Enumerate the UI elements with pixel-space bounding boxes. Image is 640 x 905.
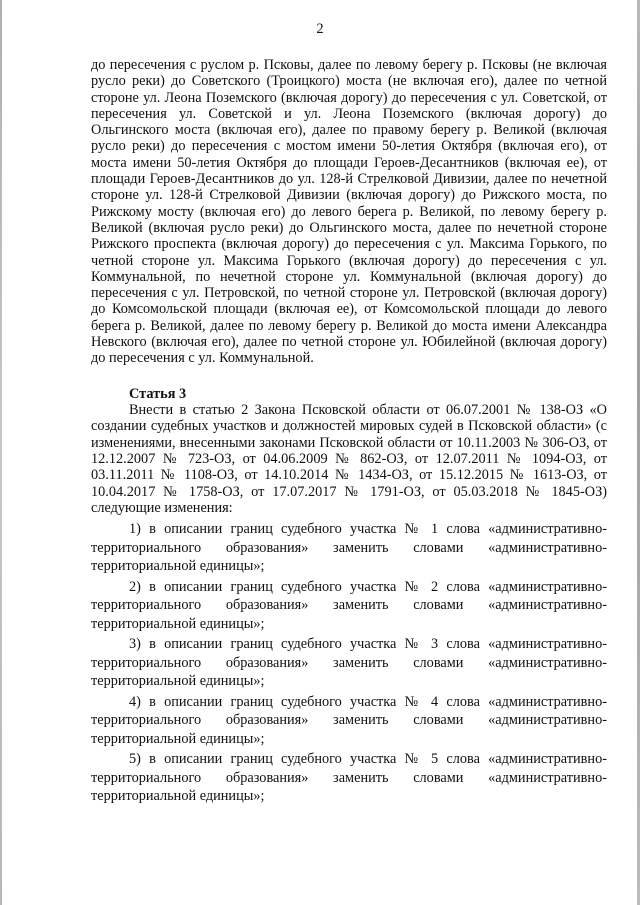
- section-spacer: [91, 367, 607, 386]
- boundary-description-paragraph: до пересечения с руслом р. Псковы, далее по левому берегу р. Псковы (не включая русло реки) до Советского (Троицкого) моста (не включая его), далее по четной стороне ул. Леона Поземского (включая дорогу) до пересечения с ул. Советской, от пересечения ул. Советской и ул. Леона Поземского (включая дорогу) до Ольгинского моста (включая его), далее по правому берегу р. Великой (включая русло реки) до пересечения с мостом имени 50-летия Октября (включая его), от моста имени 50-летия Октября до площади Героев-Десантников (включая ее), от площади Героев-Десантников до ул. 128-й Стрелковой Дивизии, далее по нечетной стороне ул. 128-й Стрелковой Дивизии (включая дорогу) до Рижского моста, по Рижскому мосту (включая его) до левого берега р. Великой, по левому берегу р. Великой (включая русло реки) до Ольгинского моста, далее по нечетной стороне Рижского проспекта (включая дорогу) до пересечения с ул. Максима Горького, по четной стороне ул. Максима Горького (включая дорогу) до пересечения с ул. Коммунальной, по нечетной стороне ул. Коммунальной (включая дорогу) до пересечения с ул. Петровской, по четной стороне ул. Петровской (включая дорогу) до Комсомольской площади (включая ее), от Комсомольской площади до левого берега р. Великой, далее по левому берегу р. Великой до моста имени Александра Невского (включая его), далее по четной стороне ул. Юбилейной (включая дорогу) до пересечения с ул. Коммунальной.: [91, 57, 607, 367]
- article-heading: Статья 3: [129, 385, 187, 402]
- page-number: 2: [316, 21, 324, 37]
- amendment-item-5: 5) в описании границ судебного участка № 5 слова «административно-территориального образования» заменить словами «административно-территориальной единицы»;: [91, 751, 607, 805]
- article-intro-paragraph: Внести в статью 2 Закона Псковской области от 06.07.2001 № 138-ОЗ «О создании судебных участков и должностей мировых судей в Псковской области» (с изменениями, внесенными законами Псковской области от 10.11.2003 № 306-ОЗ, от 12.12.2007 № 723-ОЗ, от 04.06.2009 № 862-ОЗ, от 12.07.2011 № 1094-ОЗ, от 03.11.2011 № 1108-ОЗ, от 14.10.2014 № 1434-ОЗ, от 15.12.2015 № 1613-ОЗ, от 10.04.2017 № 1758-ОЗ, от 17.07.2017 № 1791-ОЗ, от 05.03.2018 № 1845-ОЗ) следующие изменения:: [91, 402, 607, 516]
- amendment-item-3: 3) в описании границ судебного участка № 3 слова «административно-территориального образования» заменить словами «административно-территориальной единицы»;: [91, 636, 607, 690]
- scan-edge-left: [0, 0, 2, 905]
- amendment-item-4: 4) в описании границ судебного участка № 4 слова «административно-территориального образования» заменить словами «административно-территориальной единицы»;: [91, 693, 607, 747]
- amendment-item-2: 2) в описании границ судебного участка № 2 слова «административно-территориального образования» заменить словами «административно-территориальной единицы»;: [91, 578, 607, 632]
- amendment-item-1: 1) в описании границ судебного участка № 1 слова «административно-территориального образования» заменить словами «административно-территориальной единицы»;: [91, 521, 607, 575]
- document-body: [91, 57, 607, 806]
